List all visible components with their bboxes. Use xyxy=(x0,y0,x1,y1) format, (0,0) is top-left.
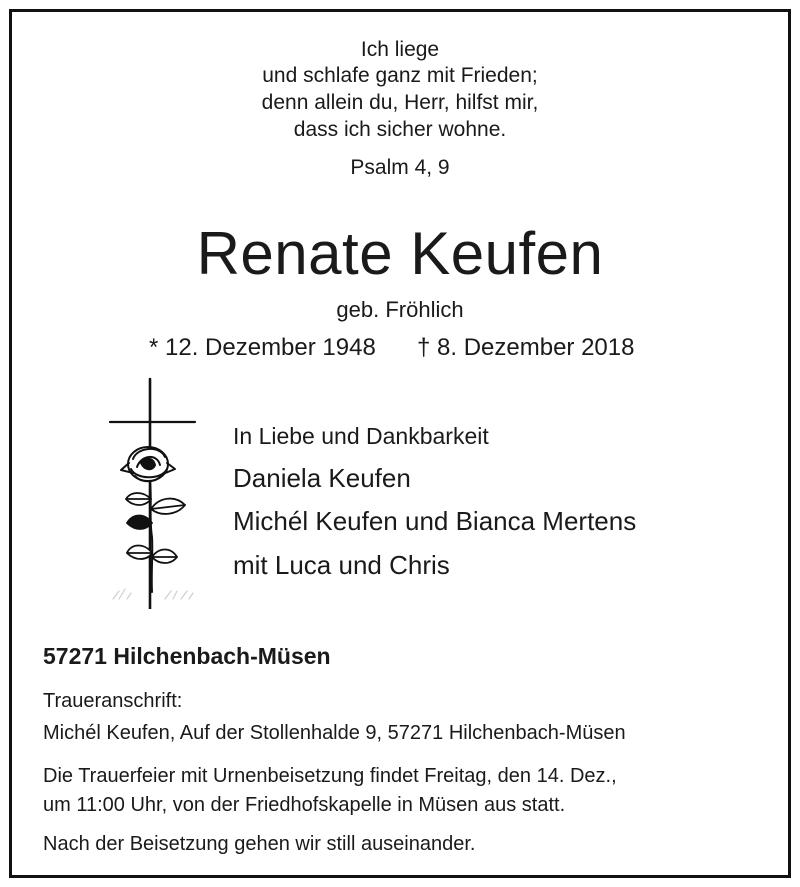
mourner-name: Michél Keufen und Bianca Mertens xyxy=(233,506,637,536)
verse-line: und schlafe ganz mit Frieden; xyxy=(262,64,538,87)
deceased-name: Renate Keufen xyxy=(196,220,604,287)
mourner-name: mit Luca und Chris xyxy=(233,550,450,580)
ceremony-line: um 11:00 Uhr, von der Friedhofskapelle in Müsen aus statt. xyxy=(43,794,566,816)
maiden-name: geb. Fröhlich xyxy=(336,297,464,322)
ceremony-line: Die Trauerfeier mit Urnenbeisetzung findet Freitag, den 14. Dez., xyxy=(43,765,617,787)
verse-line: denn allein du, Herr, hilfst mir, xyxy=(261,91,539,114)
verse-line: dass ich sicher wohne. xyxy=(293,118,507,141)
verse-reference: Psalm 4, 9 xyxy=(350,156,450,179)
verse-line: Ich liege xyxy=(360,38,440,61)
mourners-intro: In Liebe und Dankbarkeit xyxy=(233,423,489,449)
obituary-notice xyxy=(9,9,791,878)
cross-with-rose-icon xyxy=(105,377,200,609)
location-heading: 57271 Hilchenbach-Müsen xyxy=(43,643,331,669)
address-value: Michél Keufen, Auf der Stollenhalde 9, 57271 Hilchenbach-Müsen xyxy=(43,722,626,744)
address-label: Traueranschrift: xyxy=(43,690,183,712)
birth-date: * 12. Dezember 1948 xyxy=(149,334,376,361)
mourner-name: Daniela Keufen xyxy=(233,463,411,493)
death-date: † 8. Dezember 2018 xyxy=(417,334,635,361)
closing-note: Nach der Beisetzung gehen wir still auseinander. xyxy=(43,833,476,855)
